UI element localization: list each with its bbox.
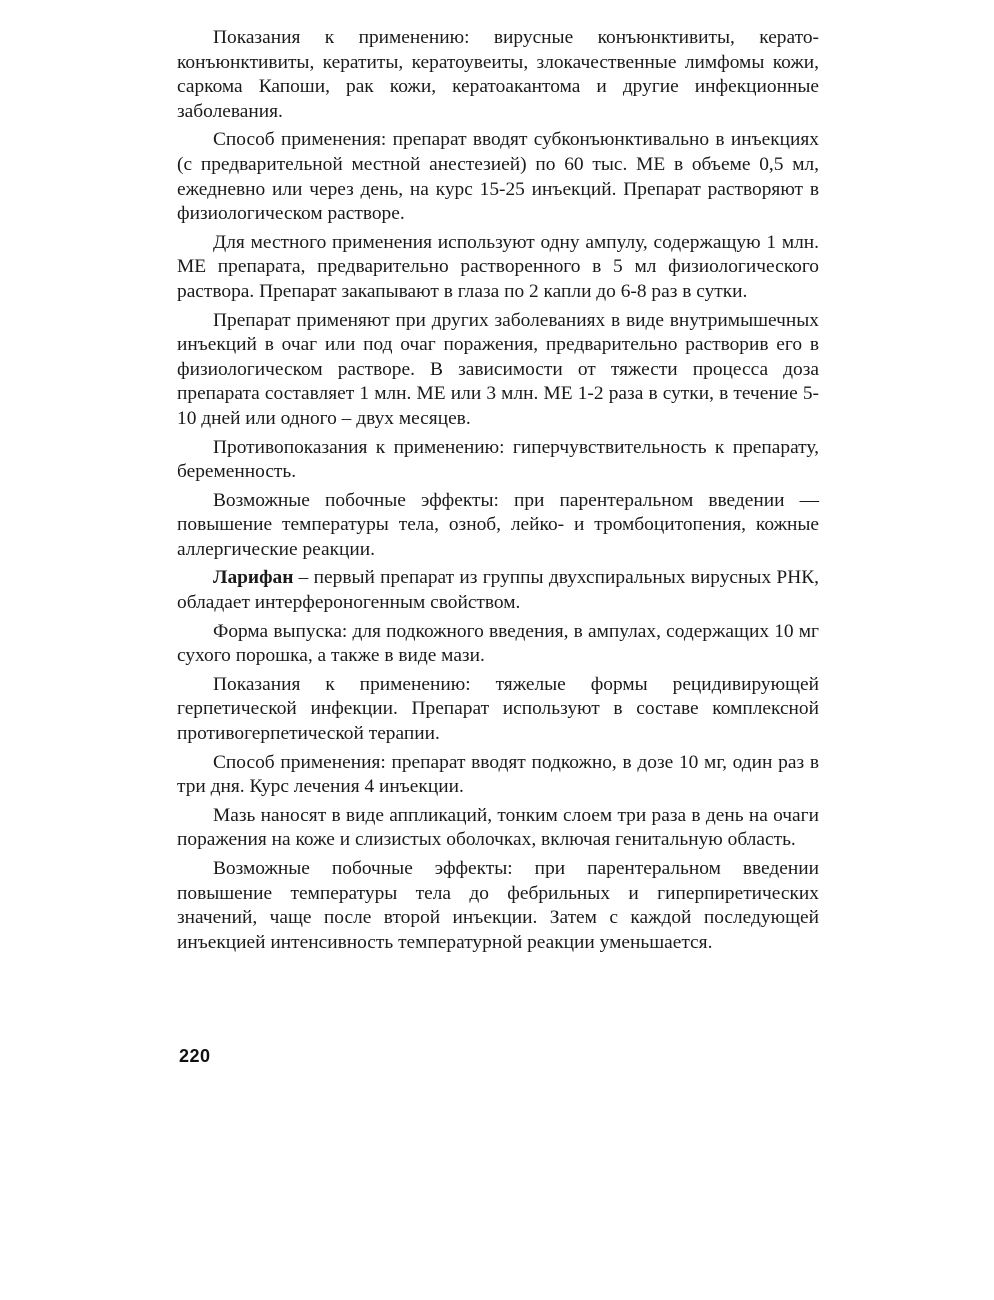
- larifan-description: – первый препарат из группы двухспиральных вирусных РНК, обладает интерфероногенным свойством.: [177, 567, 819, 614]
- paragraph-larifan-administration: Способ применения: препарат вводят подкожно, в дозе 10 мг, один раз в три дня. Курс лечения 4 инъекции.: [177, 751, 819, 798]
- paragraph-larifan-indications: Показания к применению: тяжелые формы рецидивирующей герпетической инфекции. Препарат используют в составе комплексной противогерпетической терапии.: [177, 673, 819, 745]
- paragraph-indications: Показания к применению: вирусные конъюнктивиты, кератоконъюнктивиты, кератиты, кератоувеиты, злокачественные лимфомы кожи, саркома Капоши, рак кожи, кератоакантома и другие инфекционные заболевания.: [177, 27, 819, 122]
- drug-name-larifan: Ларифан: [213, 567, 294, 589]
- paragraph-release-form: Форма выпуска: для подкожного введения, в ампулах, содержащих 10 мг сухого порошка, а также в виде мази.: [177, 620, 819, 667]
- paragraph-side-effects: Возможные побочные эффекты: при парентеральном введении — повышение температуры тела, озноб, лейко- и тромбоцитопения, кожные аллергические реакции.: [177, 489, 819, 560]
- paragraph-larifan-side-effects: Возможные побочные эффекты: при парентеральном введении повышение температуры тела до фебрильных и гиперпиретических значений, чаще после второй инъекции. Затем с каждой последующей инъекцией интенсивность температурной реакции уменьшается.: [177, 858, 819, 953]
- paragraph-larifan-intro: [177, 566, 819, 615]
- paragraph-ointment: Мазь наносят в виде аппликаций, тонким слоем три раза в день на очаги поражения на коже и слизистых оболочках, включая генитальную область.: [177, 804, 819, 851]
- page-body: [177, 26, 819, 959]
- paragraph-other-diseases: Препарат применяют при других заболеваниях в виде внутримышечных инъекций в очаг или под очаг поражения, предварительно растворив его в физиологическом растворе. В зависимости от тяжести процесса доза препарата составляет 1 млн. МЕ или 3 млн. МЕ 1-2 раза в сутки, в течение 5-10 дней или одного – двух месяцев.: [177, 309, 819, 429]
- paragraph-local-use: Для местного применения используют одну ампулу, содержащую 1 млн. МЕ препарата, предварительно растворенного в 5 мл физиологического раствора. Препарат закапывают в глаза по 2 капли до 6-8 раз в сутки.: [177, 231, 819, 302]
- paragraph-contraindications: Противопоказания к применению: гиперчувствительность к препарату, беременность.: [177, 436, 819, 483]
- paragraph-administration: Способ применения: препарат вводят субконъюнктивально в инъекциях (с предварительной местной анестезией) по 60 тыс. МЕ в объеме 0,5 мл, ежедневно или через день, на курс 15-25 инъекций. Препарат растворяют в физиологическом растворе.: [177, 129, 819, 225]
- page-number: 220: [179, 1046, 211, 1066]
